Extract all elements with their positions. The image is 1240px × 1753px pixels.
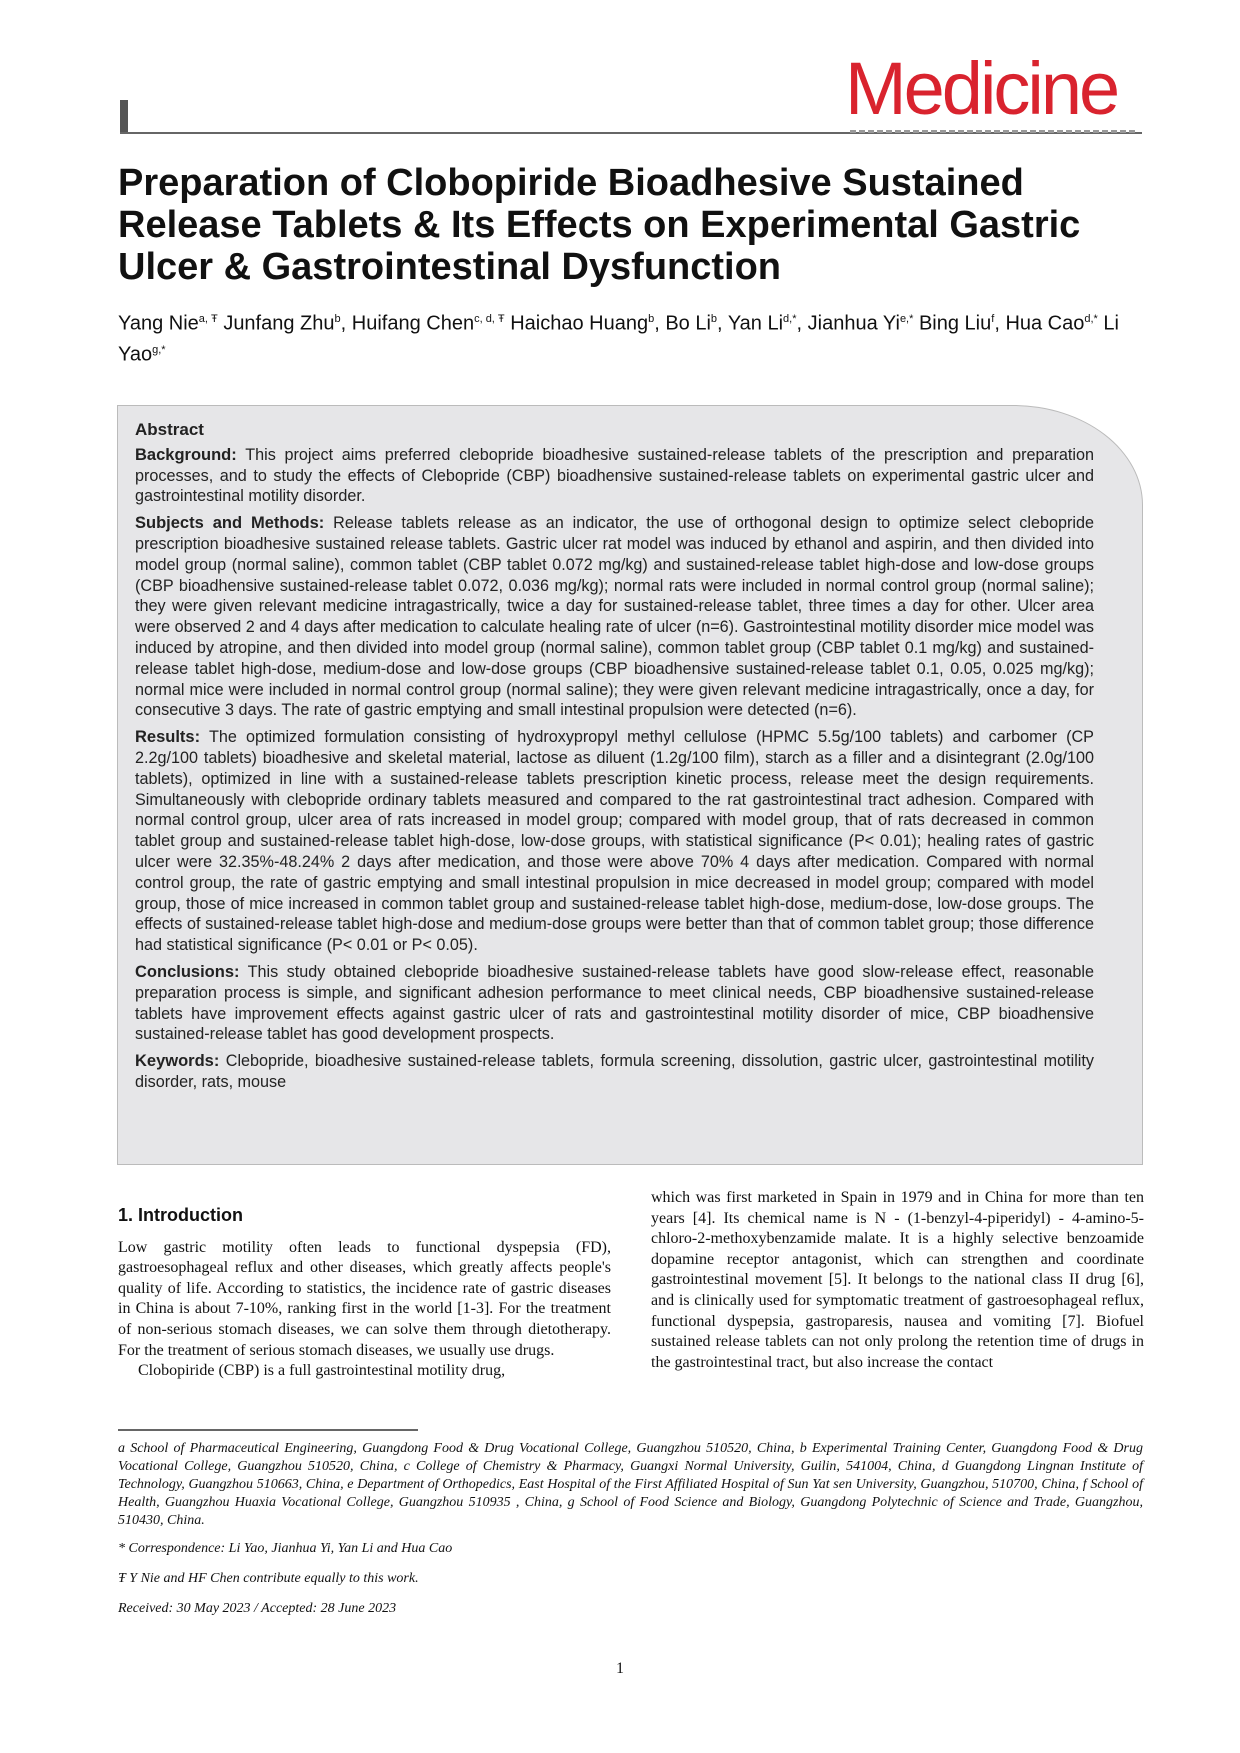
right-column xyxy=(651,1188,1144,1373)
section-text: Clebopride, bioadhesive sustained-release tablets, formula screening, dissolution, gastric ulcer, gastrointestinal motility disorder, rats, mouse xyxy=(135,1052,1094,1091)
author-affiliation: b xyxy=(334,313,341,325)
abstract-conclusions xyxy=(135,962,1094,1045)
abstract-box xyxy=(117,405,1143,1165)
abstract-heading: Abstract xyxy=(135,420,204,439)
section-text: This study obtained clebopride bioadhesive sustained-release tablets have good slow-release effect, reasonable preparation process is simple, and significant adhesion performance to meet clinical needs, CBP bioadhensive sustained-release tablets have improvement effects against gastric ulcer of rats and gastrointestinal motility disorder of mice, CBP bioadhensive sustained-release tablet has good development prospects. xyxy=(135,962,1094,1044)
abstract-background xyxy=(135,445,1094,507)
intro-paragraph: Clobopiride (CBP) is a full gastrointestinal motility drug, xyxy=(138,1362,506,1380)
dates: Received: 30 May 2023 / Accepted: 28 June 2023 xyxy=(118,1601,397,1616)
author-affiliation: c, d, Ŧ xyxy=(474,313,505,325)
section-label: Keywords: xyxy=(135,1052,220,1071)
author-affiliation: e,* xyxy=(899,313,914,325)
page-number: 1 xyxy=(616,1660,624,1677)
author: Li Yao xyxy=(118,312,1119,366)
author-affiliation: d,* xyxy=(783,313,797,325)
author: Jianhua Yi xyxy=(807,312,900,335)
header-bar xyxy=(120,100,128,133)
section-label: Subjects and Methods: xyxy=(135,514,325,533)
section-text: The optimized formulation consisting of hydroxypropyl methyl cellulose (HPMC 5.5g/100 tablets) and carbomer (CP 2.2g/100 tablets) bioadhesive and skeletal material, lactose as diluent (1.2g/100 film), starch as a filler and a disintegrant (2.0g/100 tablets), optimized in line with a sustained-release tablets prescription kinetic process, release meet the design requirements. Simultaneously with clebopride ordinary tablets measured and compared to the rat gastrointestinal tract adhesion. Compared with normal control group, ulcer area of rats increased in model group; compared with model group, that of rats decreased in common tablet group and sustained-release tablet high-dose, low-dose groups, with statistical significance (P< 0.01); healing rates of gastric ulcer were 32.35%-48.24% 2 days after medication, and those were above 70% 4 days after medication. Compared with normal control group, the rate of gastric emptying and small intestinal propulsion in mice decreased in model group; compared with model group, those of mice increased in common tablet group and sustained-release tablet high-dose, medium-dose, low-dose groups. The effects of sustained-release tablet high-dose and medium-dose groups were better than that of common tablet group; those difference had statistical significance (P< 0.01 or P< 0.05). xyxy=(135,728,1094,955)
equal-contribution: Ŧ Y Nie and HF Chen contribute equally to this work. xyxy=(118,1571,419,1586)
intro-heading: 1. Introduction xyxy=(118,1205,243,1225)
author-affiliation: f xyxy=(991,313,995,325)
author-separator: , xyxy=(654,312,666,335)
author: Haichao Huang xyxy=(510,312,649,335)
author: Junfang Zhu xyxy=(223,312,335,335)
abstract-keywords xyxy=(135,1051,1094,1093)
author: Hua Cao xyxy=(1005,312,1085,335)
paper-title: Preparation of Clobopiride Bioadhesive Sustained Release Tablets & Its Effects on Experimental Gastric Ulcer & Gastrointestinal Dysfunction xyxy=(118,162,1081,288)
section-label: Background: xyxy=(135,445,237,464)
author: Huifang Chen xyxy=(351,312,475,335)
author-separator: , xyxy=(796,312,808,335)
author: Yang Nie xyxy=(118,312,199,335)
journal-logo: Medicine xyxy=(845,47,1118,130)
abstract-results xyxy=(135,727,1094,956)
section-label: Conclusions: xyxy=(135,962,240,981)
author-affiliation: g,* xyxy=(152,343,166,356)
author-list xyxy=(118,306,1148,367)
author: Yan Li xyxy=(727,312,784,335)
abstract-methods xyxy=(135,513,1094,721)
footnote-rule xyxy=(118,1429,418,1431)
author: Bing Liu xyxy=(918,312,992,335)
author-affiliation: d,* xyxy=(1084,313,1098,325)
logo-underline xyxy=(850,130,1135,133)
correspondence: * Correspondence: Li Yao, Jianhua Yi, Yan Li and Hua Cao xyxy=(118,1541,453,1556)
author-affiliation: a, Ŧ xyxy=(198,313,218,325)
intro-paragraph: Low gastric motility often leads to functional dyspepsia (FD), gastroesophageal reflux and other diseases, which greatly affects people's quality of life. According to statistics, the incidence rate of gastric diseases in China is about 7-10%, ranking first in the world [1-3]. For the treatment of non-serious stomach diseases, we can solve them through dietotherapy. For the treatment of serious stomach diseases, we usually use drugs. xyxy=(118,1238,611,1359)
affiliations: a School of Pharmaceutical Engineering, Guangdong Food & Drug Vocational College, Guangzhou 510520, China, b Experimental Training Center, Guangdong Food & Drug Vocational College, Guangzhou 510520, China, c College of Chemistry & Pharmacy, Guangxi Normal University, Guilin, 541004, China, d Guangdong Lingnan Institute of Technology, Guangzhou 510663, China, e Department of Orthopedics, East Hospital of the First Affiliated Hospital of Sun Yat sen University, Guangzhou, 510700, China, f School of Health, Guangzhou Huaxia Vocational College, Guangzhou 510935 , China, g School of Food Science and Biology, Guangdong Polytechnic of Science and Trade, Guangzhou, 510430, China. xyxy=(118,1441,1143,1528)
left-column xyxy=(118,1195,611,1382)
author-separator: , xyxy=(994,312,1006,335)
section-text: This project aims preferred clebopride bioadhesive sustained-release tablets of the prescription and preparation processes, and to study the effects of Clebopride (CBP) bioadhensive sustained-release tablets on experimental gastric ulcer and gastrointestinal motility disorder. xyxy=(135,445,1094,506)
section-label: Results: xyxy=(135,728,201,747)
author-separator: , xyxy=(717,312,728,335)
author-separator: , xyxy=(340,312,352,335)
author-affiliation: b xyxy=(648,313,655,325)
author: Bo Li xyxy=(665,312,711,335)
intro-paragraph: which was first marketed in Spain in 1979 and in China for more than ten years [4]. Its chemical name is N - (1-benzyl-4-piperidyl) - 4-amino-5-chloro-2-methoxybenzamide malate. It is a highly selective benzoamide dopamine receptor antagonist, which can strengthen and coordinate gastrointestinal movement [5]. It belongs to the national class II drug [6], and is clinically used for symptomatic treatment of gastroesophageal reflux, functional dyspepsia, gastroparesis, nausea and vomiting [7]. Biofuel sustained release tablets can not only prolong the retention time of drugs in the gastrointestinal tract, but also increase the contact xyxy=(651,1189,1144,1371)
author-affiliation: b xyxy=(710,313,718,325)
section-text: Release tablets release as an indicator, the use of orthogonal design to optimize select clebopride prescription bioadhesive sustained release tablets. Gastric ulcer rat model was induced by ethanol and aspirin, and then divided into model group (normal saline), common tablet (CBP tablet 0.072 mg/kg) and sustained-release tablet high-dose and low-dose groups (CBP bioadhensive sustained-release tablet 0.072, 0.036 mg/kg); normal rats were included in normal control group (normal saline); they were given relevant medicine intragastrically, twice a day for sustained-release tablet, three times a day for other. Ulcer area were observed 2 and 4 days after medication to calculate healing rate of ulcer (n=6). Gastrointestinal motility disorder mice model was induced by atropine, and then divided into model group (normal saline), common tablet group (CBP tablet 0.1 mg/kg) and sustained-release tablet high-dose, medium-dose and low-dose groups (CBP bioadhensive sustained-release tablet 0.1, 0.05, 0.025 mg/kg); normal mice were included in normal control group (normal saline); they were given relevant medicine intragastrically, once a day, for consecutive 3 days. The rate of gastric emptying and small intestinal propulsion were detected (n=6). xyxy=(135,514,1094,720)
